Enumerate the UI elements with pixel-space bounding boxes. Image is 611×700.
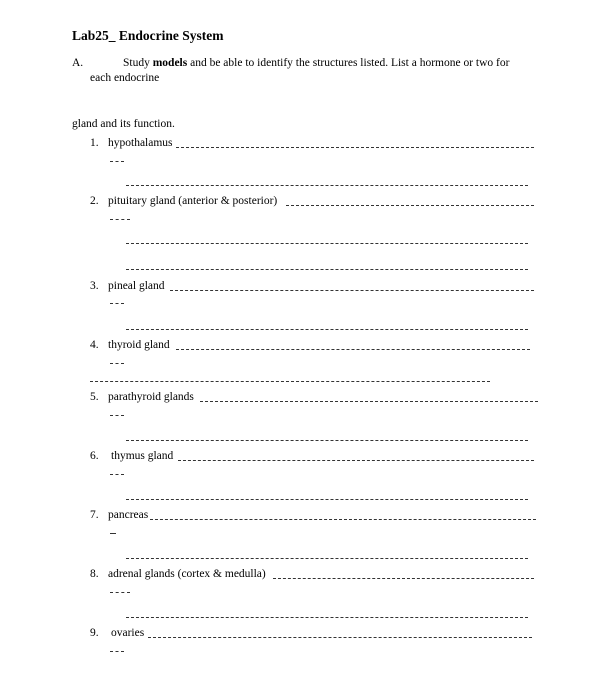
item-number-6: 6. bbox=[90, 450, 99, 462]
item-label-adrenal-glands: adrenal glands (cortex & medulla) bbox=[108, 568, 266, 580]
instructions-line-3: gland and its function. bbox=[72, 118, 175, 130]
answer-line[interactable] bbox=[176, 147, 534, 148]
item-number-9: 9. bbox=[90, 627, 99, 639]
answer-line-wrap bbox=[110, 651, 124, 652]
answer-line[interactable] bbox=[126, 243, 528, 244]
answer-line[interactable] bbox=[148, 637, 532, 638]
answer-line[interactable] bbox=[286, 205, 534, 206]
answer-line[interactable] bbox=[178, 460, 534, 461]
item-number-1: 1. bbox=[90, 137, 99, 149]
answer-line[interactable] bbox=[150, 519, 536, 520]
answer-line-wrap bbox=[110, 415, 124, 416]
item-label-pituitary-gland: pituitary gland (anterior & posterior) bbox=[108, 195, 278, 207]
answer-line[interactable] bbox=[273, 578, 534, 579]
answer-line[interactable] bbox=[90, 381, 490, 382]
answer-line-wrap bbox=[110, 219, 130, 220]
instructions-line-1 bbox=[123, 56, 509, 70]
answer-line[interactable] bbox=[200, 401, 538, 402]
item-label-parathyroid-glands: parathyroid glands bbox=[108, 391, 194, 403]
item-number-4: 4. bbox=[90, 339, 99, 351]
item-label-thymus-gland: thymus gland bbox=[111, 450, 174, 462]
answer-line[interactable] bbox=[126, 269, 528, 270]
answer-line[interactable] bbox=[126, 558, 528, 559]
item-number-7: 7. bbox=[90, 509, 99, 521]
instructions-text-start: Study bbox=[123, 57, 153, 69]
answer-line[interactable] bbox=[126, 185, 528, 186]
instructions-emphasis: models bbox=[152, 57, 188, 69]
item-label-hypothalamus: hypothalamus bbox=[108, 137, 173, 149]
answer-line-wrap bbox=[110, 474, 124, 475]
item-number-5: 5. bbox=[90, 391, 99, 403]
answer-line-wrap bbox=[110, 161, 124, 162]
answer-line[interactable] bbox=[126, 617, 528, 618]
instructions-line-2: each endocrine bbox=[90, 72, 160, 84]
answer-line-wrap bbox=[110, 303, 124, 304]
answer-line-wrap bbox=[110, 533, 116, 534]
answer-line[interactable] bbox=[170, 290, 534, 291]
item-label-pineal-gland: pineal gland bbox=[108, 280, 165, 292]
item-number-3: 3. bbox=[90, 280, 99, 292]
answer-line[interactable] bbox=[126, 329, 528, 330]
item-number-8: 8. bbox=[90, 568, 99, 580]
item-label-thyroid-gland: thyroid gland bbox=[108, 339, 170, 351]
section-marker: A. bbox=[72, 57, 84, 69]
answer-line[interactable] bbox=[126, 499, 528, 500]
instructions-text-end: and be able to identify the structures listed. List a hormone or two for bbox=[187, 57, 510, 69]
item-number-2: 2. bbox=[90, 195, 99, 207]
answer-line-wrap bbox=[110, 592, 130, 593]
item-label-ovaries: ovaries bbox=[111, 627, 145, 639]
answer-line-wrap bbox=[110, 363, 124, 364]
page-title: Lab25_ Endocrine System bbox=[72, 28, 224, 43]
answer-line[interactable] bbox=[176, 349, 530, 350]
item-label-pancreas: pancreas bbox=[108, 509, 149, 521]
answer-line[interactable] bbox=[126, 440, 528, 441]
